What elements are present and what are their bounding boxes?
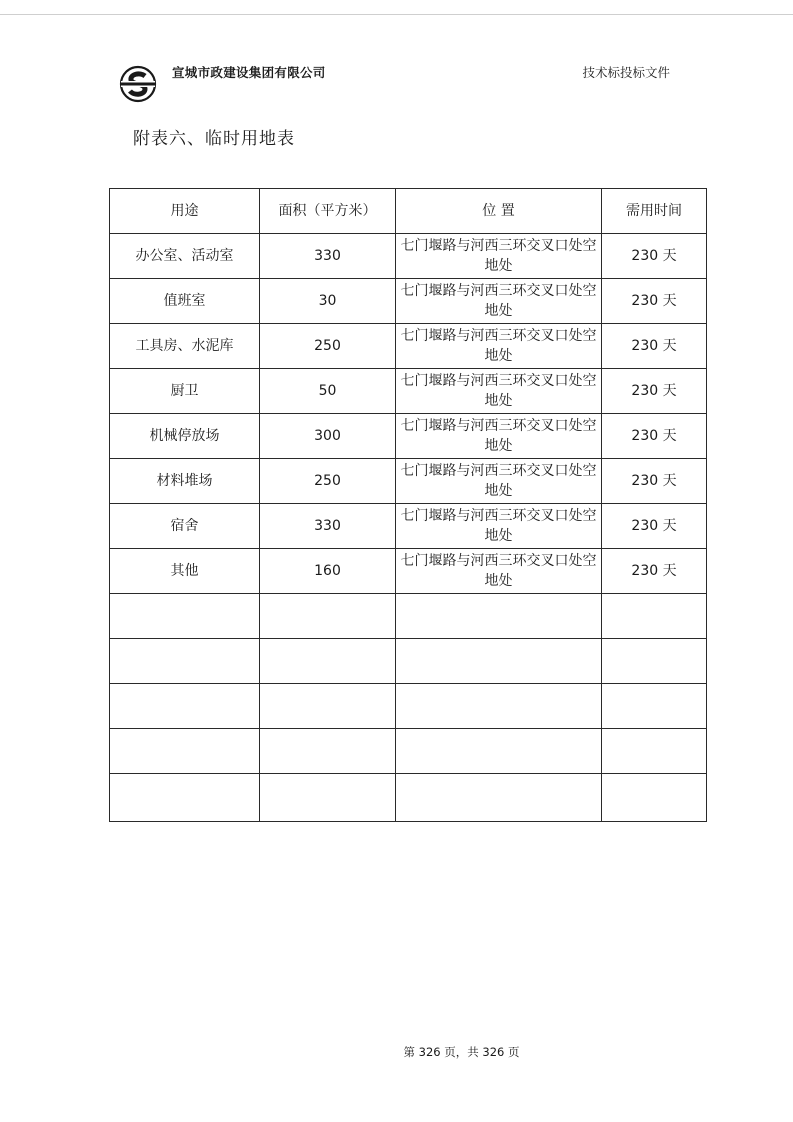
- cell-use: 材料堆场: [110, 459, 260, 504]
- cell-location: 七门堰路与河西三环交叉口处空地处: [396, 369, 602, 414]
- page-title: 附表六、临时用地表: [133, 129, 295, 149]
- column-header-use: 用途: [110, 189, 260, 234]
- page-number-footer: 第 326 页，共 326 页: [403, 1045, 520, 1059]
- cell-use: 其他: [110, 549, 260, 594]
- cell-location: 七门堰路与河西三环交叉口处空地处: [396, 234, 602, 279]
- cell-area: 30: [260, 279, 396, 324]
- empty-table-row: [110, 639, 707, 684]
- column-header-location: 位 置: [396, 189, 602, 234]
- cell-use: [110, 639, 260, 684]
- cell-use: [110, 594, 260, 639]
- cell-use: 办公室、活动室: [110, 234, 260, 279]
- cell-time: [602, 729, 707, 774]
- cell-area: 300: [260, 414, 396, 459]
- empty-table-row: [110, 594, 707, 639]
- cell-location: 七门堰路与河西三环交叉口处空地处: [396, 324, 602, 369]
- cell-area: [260, 729, 396, 774]
- cell-location: 七门堰路与河西三环交叉口处空地处: [396, 414, 602, 459]
- cell-use: 机械停放场: [110, 414, 260, 459]
- cell-use: 厨卫: [110, 369, 260, 414]
- cell-area: [260, 594, 396, 639]
- cell-time: 230 天: [602, 504, 707, 549]
- table-row: [110, 504, 707, 549]
- temporary-land-table: [109, 188, 707, 822]
- column-header-time: 需用时间: [602, 189, 707, 234]
- cell-use: [110, 684, 260, 729]
- cell-time: 230 天: [602, 369, 707, 414]
- cell-time: [602, 774, 707, 822]
- cell-location: [396, 684, 602, 729]
- cell-area: [260, 639, 396, 684]
- table-row: [110, 549, 707, 594]
- company-logo-icon: [118, 64, 158, 104]
- top-scan-line: [0, 14, 793, 15]
- cell-location: 七门堰路与河西三环交叉口处空地处: [396, 459, 602, 504]
- table-header-row: [110, 189, 707, 234]
- cell-location: [396, 774, 602, 822]
- cell-use: [110, 729, 260, 774]
- cell-time: 230 天: [602, 414, 707, 459]
- cell-area: 160: [260, 549, 396, 594]
- cell-use: [110, 774, 260, 822]
- cell-use: 值班室: [110, 279, 260, 324]
- document-type: 技术标投标文件: [582, 65, 670, 80]
- cell-location: [396, 729, 602, 774]
- empty-table-row: [110, 684, 707, 729]
- cell-area: 50: [260, 369, 396, 414]
- empty-table-row: [110, 774, 707, 822]
- cell-area: [260, 774, 396, 822]
- table-row: [110, 414, 707, 459]
- table-row: [110, 234, 707, 279]
- table-row: [110, 369, 707, 414]
- table-row: [110, 279, 707, 324]
- cell-area: 330: [260, 504, 396, 549]
- cell-time: 230 天: [602, 279, 707, 324]
- cell-time: 230 天: [602, 234, 707, 279]
- cell-location: 七门堰路与河西三环交叉口处空地处: [396, 279, 602, 324]
- cell-area: [260, 684, 396, 729]
- cell-time: [602, 594, 707, 639]
- cell-use: 宿舍: [110, 504, 260, 549]
- cell-time: 230 天: [602, 324, 707, 369]
- cell-location: [396, 594, 602, 639]
- cell-location: [396, 639, 602, 684]
- cell-time: [602, 639, 707, 684]
- table-row: [110, 459, 707, 504]
- cell-area: 330: [260, 234, 396, 279]
- page-header: [118, 60, 678, 104]
- cell-area: 250: [260, 324, 396, 369]
- cell-location: 七门堰路与河西三环交叉口处空地处: [396, 504, 602, 549]
- column-header-area: 面积（平方米）: [260, 189, 396, 234]
- table-row: [110, 324, 707, 369]
- cell-area: 250: [260, 459, 396, 504]
- cell-time: 230 天: [602, 549, 707, 594]
- cell-time: 230 天: [602, 459, 707, 504]
- cell-location: 七门堰路与河西三环交叉口处空地处: [396, 549, 602, 594]
- company-name: 宣城市政建设集团有限公司: [172, 65, 326, 80]
- empty-table-row: [110, 729, 707, 774]
- cell-use: 工具房、水泥库: [110, 324, 260, 369]
- cell-time: [602, 684, 707, 729]
